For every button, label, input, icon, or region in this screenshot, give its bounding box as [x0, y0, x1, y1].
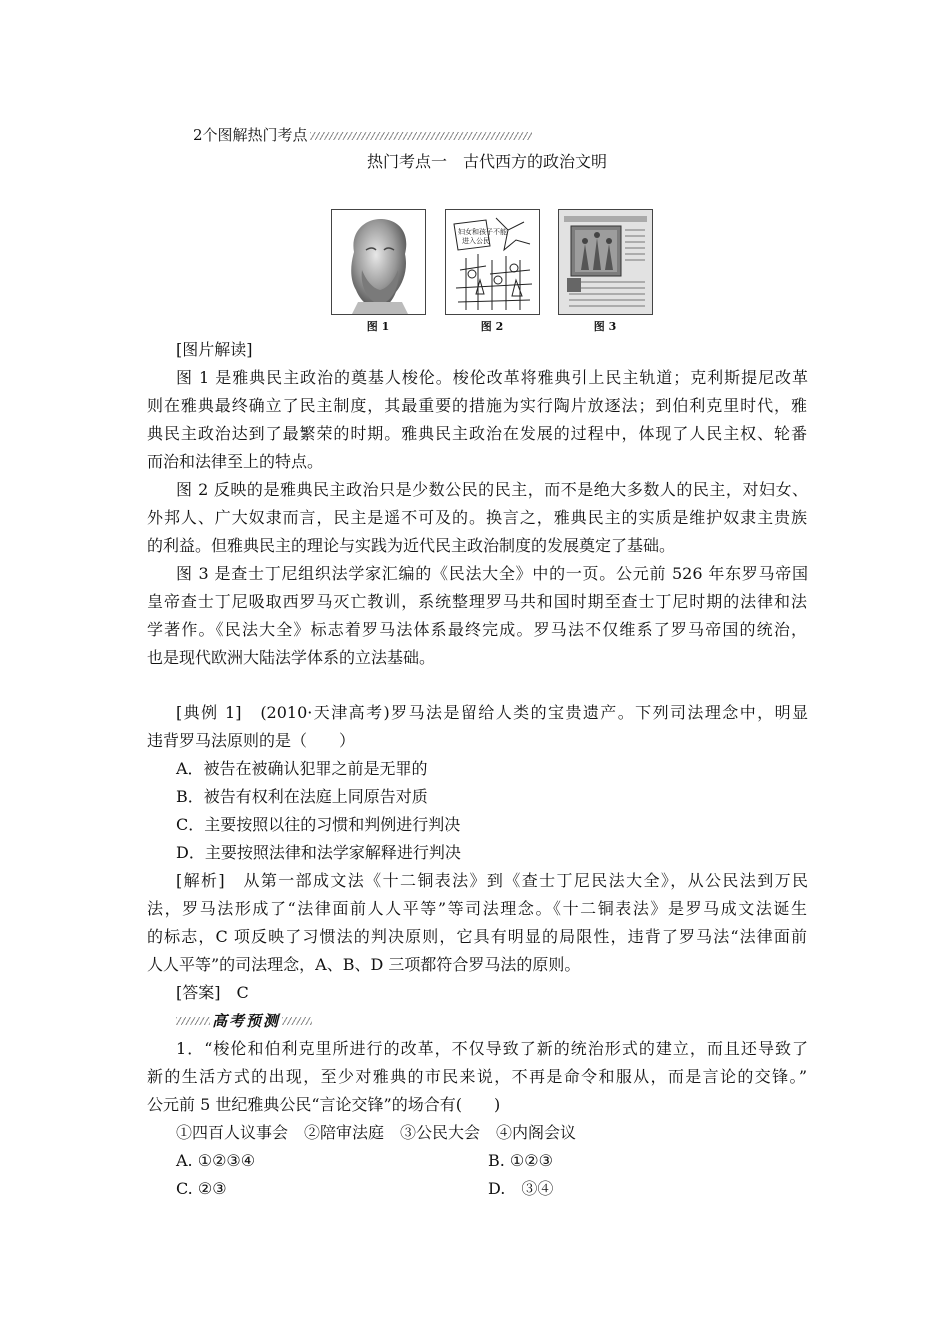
- reading-p2-line: 的利益。但雅典民主的理论与实践为近代民主政治制度的发展奠定了基础。: [147, 536, 676, 555]
- example-question-line: [典例 1] (2010·天津高考)罗马法是留给人类的宝贵遗产。下列司法理念中，明显: [176, 703, 808, 722]
- reading-p3-line: 也是现代欧洲大陆法学体系的立法基础。: [147, 648, 436, 667]
- reading-p1-line: 典民主政治达到了最繁荣的时期。雅典民主政治在发展的过程中，体现了人民主权、轮番: [147, 424, 807, 443]
- reading-p1-line: 则在雅典最终确立了民主制度，其最重要的措施为实行陶片放逐法；到伯利克里时代，雅: [147, 396, 807, 415]
- reading-p2-line: 图 2 反映的是雅典民主政治只是少数公民的民主，而不是绝大多数人的民主，对妇女、: [176, 480, 808, 499]
- example-option-a: A．被告在被确认犯罪之前是无罪的: [176, 759, 428, 778]
- figure-3-manuscript-page: [558, 209, 653, 315]
- example-analysis-line: 人人平等”的司法理念，A、B、D 三项都符合罗马法的原则。: [147, 955, 581, 974]
- predict-question-line: 1．“梭伦和伯利克里所进行的改革，不仅导致了新的统治形式的建立，而且还导致了: [176, 1039, 808, 1058]
- predict-banner-text: 高考预测: [212, 1012, 281, 1030]
- figure-1-caption: 图 1: [366, 320, 390, 333]
- section-header: [193, 126, 532, 144]
- predict-banner: [176, 1010, 312, 1030]
- predict-hatch-right: [282, 1017, 312, 1025]
- predict-question-line: 公元前 5 世纪雅典公民“言论交锋”的场合有( ): [147, 1095, 501, 1114]
- example-option-b: B．被告有权利在法庭上同原告对质: [176, 787, 428, 806]
- example-analysis-line: 的标志，C 项反映了习惯法的判决原则，它具有明显的局限性，违背了罗马法“法律面前: [147, 927, 807, 946]
- example-analysis-line: 法，罗马法形成了“法律面前人人平等”等司法理念。《十二铜表法》是罗马成文法诞生: [147, 899, 807, 918]
- figure-2-caption: 图 2: [480, 320, 504, 333]
- page-title: 热门考点一 古代西方的政治文明: [367, 152, 608, 171]
- reading-p1-line: 图 1 是雅典民主政治的奠基人梭伦。梭伦改革将雅典引上民主轨道；克利斯提尼改革: [176, 368, 808, 387]
- predict-hatch-left: [176, 1017, 210, 1025]
- figure-2-sign-line-1: 妇女和孩子不能: [458, 228, 507, 236]
- example-question-line: 违背罗马法原则的是（ ）: [147, 731, 356, 750]
- example-option-d: D．主要按照法律和法学家解释进行判决: [176, 843, 461, 862]
- reading-label: [图片解读]: [176, 340, 253, 359]
- reading-p2-line: 外邦人、广大奴隶而言，民主是遥不可及的。换言之，雅典民主的实质是维护奴隶主贵族: [147, 508, 807, 527]
- example-analysis-line: [解析] 从第一部成文法《十二铜表法》到《查士丁尼民法大全》，从公民法到万民: [176, 871, 808, 890]
- figure-2-line-drawing: [445, 209, 540, 315]
- predict-items: ①四百人议事会 ②陪审法庭 ③公民大会 ④内阁会议: [176, 1123, 577, 1142]
- reading-p3-line: 图 3 是查士丁尼组织法学家汇编的《民法大全》中的一页。公元前 526 年东罗马帝国: [176, 564, 808, 583]
- example-answer: [答案] C: [176, 983, 249, 1002]
- figure-2-sign-line-2: 进入公民: [462, 237, 490, 245]
- reading-p3-line: 学著作。《民法大全》标志着罗马法体系最终完成。罗马法不仅维系了罗马帝国的统治，: [147, 620, 807, 639]
- predict-option-d: D. ③④: [488, 1179, 554, 1198]
- figure-3-caption: 图 3: [593, 320, 617, 333]
- figure-1-solon-bust: [331, 209, 426, 315]
- section-header-text: 2个图解热门考点: [193, 126, 308, 144]
- reading-p1-line: 而治和法律至上的特点。: [147, 452, 324, 471]
- predict-option-a: A. ①②③④: [176, 1151, 256, 1170]
- reading-p3-line: 皇帝查士丁尼吸取西罗马灭亡教训，系统整理罗马共和国时期至查士丁尼时期的法律和法: [147, 592, 807, 611]
- section-hatch-rule: [310, 132, 532, 140]
- predict-question-line: 新的生活方式的出现，至少对雅典的市民来说，不再是命令和服从，而是言论的交锋。”: [147, 1067, 807, 1086]
- predict-option-c: C. ②③: [176, 1179, 227, 1198]
- predict-option-b: B. ①②③: [488, 1151, 553, 1170]
- example-option-c: C．主要按照以往的习惯和判例进行判决: [176, 815, 461, 834]
